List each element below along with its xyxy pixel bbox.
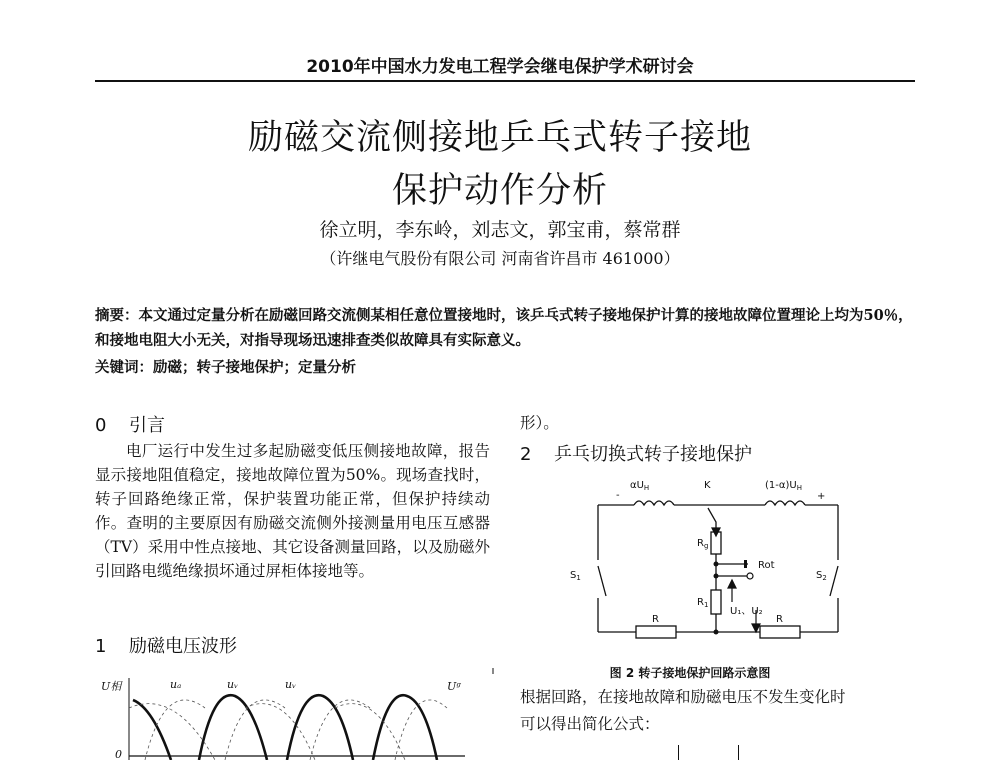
after-figure-line2: 可以得出简化公式： bbox=[520, 715, 660, 733]
affiliation: （许继电气股份有限公司 河南省许昌市 461000） bbox=[320, 249, 680, 268]
formula-bar-right bbox=[738, 745, 739, 760]
journal-header: 2010年中国水力发电工程学会继电保护学术研讨会 bbox=[306, 57, 694, 77]
figure-1-waveform bbox=[95, 668, 495, 760]
section-2-title: 乒乓切换式转子接地保护 bbox=[554, 444, 752, 465]
section-2-heading bbox=[520, 440, 752, 466]
right-continuation-text: 形）。 bbox=[520, 414, 559, 432]
fig2-resistor-right bbox=[760, 626, 800, 638]
fig2-resistor-left bbox=[636, 626, 676, 638]
paper-title-line1: 励磁交流侧接地乒乓式转子接地 bbox=[247, 118, 752, 158]
section-1-title: 励磁电压波形 bbox=[129, 636, 237, 657]
fig2-left-winding bbox=[634, 501, 674, 505]
fig2-node-rot bbox=[714, 562, 719, 567]
fig2-label-plus: + bbox=[817, 491, 826, 502]
fig2-label-au: $\alpha U_H$ bbox=[630, 480, 650, 492]
fig1-phase-label-b: uᵥ bbox=[227, 678, 239, 691]
fig2-label-r1: $R_1$ bbox=[697, 597, 709, 609]
figure-2-circuit bbox=[560, 470, 860, 655]
section-1-heading bbox=[95, 632, 237, 658]
fig1-ylabel: U相 bbox=[101, 680, 122, 693]
fig2-label-u1u2: U₁、U₂ bbox=[730, 606, 763, 617]
fig2-resistor-r1 bbox=[711, 590, 721, 614]
fig2-label-k: K bbox=[704, 480, 711, 491]
fig2-label-1au: $(1-\alpha)U_H$ bbox=[765, 480, 802, 492]
figure-2-caption: 图 2 转子接地保护回路示意图 bbox=[609, 666, 771, 680]
after-figure-line1: 根据回路，在接地故障和励磁电压不发生变化时 bbox=[520, 688, 846, 706]
fig1-phase-label-c: uᵥ bbox=[285, 678, 297, 691]
fig2-ground-mark bbox=[744, 560, 747, 568]
abstract-text: 本文通过定量分析在励磁回路交流侧某相任意位置接地时，该乒乓式转子接地保护计算的接地故障位置理论上均为50％，和接地电阻大小无关，对指导现场迅速排查类似故障具有实际意义。 bbox=[95, 307, 913, 349]
fig2-label-s1: $S_1$ bbox=[570, 570, 581, 582]
fig1-zero-label: 0 bbox=[115, 748, 122, 760]
section-2-number: 2 bbox=[520, 444, 532, 465]
fig2-label-r-left: R bbox=[652, 614, 659, 625]
section-0-title: 引言 bbox=[129, 415, 165, 436]
fig2-terminal bbox=[747, 573, 753, 579]
fig2-label-s2: $S_2$ bbox=[816, 570, 827, 582]
section-1-number: 1 bbox=[95, 636, 107, 657]
authors: 徐立明，李东岭，刘志文，郭宝甫，蔡常群 bbox=[319, 219, 681, 241]
fig2-label-r-right: R bbox=[776, 614, 783, 625]
paper-title-line2: 保护动作分析 bbox=[391, 171, 608, 211]
fig2-label-rg: $R_g$ bbox=[697, 538, 709, 550]
abstract-label: 摘要： bbox=[95, 307, 139, 324]
abstract bbox=[95, 303, 915, 353]
keywords-label: 关键词： bbox=[95, 359, 153, 376]
section-0-paragraph: 电厂运行中发生过多起励磁变低压侧接地故障，报告显示接地阻值稳定，接地故障位置为50%。现场查找时，转子回路绝缘正常，保护装置功能正常，但保护持续动作。查明的主要原因有励磁交流侧外接测量用电压互感器（TV）采用中性点接地、其它设备测量回路，以及励磁外引回路电缆绝缘损坏通过屏柜体接地等。 bbox=[95, 442, 490, 580]
fig2-switch-s2-blade bbox=[830, 566, 838, 596]
fig2-label-rot: Rot bbox=[758, 560, 775, 571]
header-rule bbox=[95, 80, 915, 82]
keywords bbox=[95, 356, 915, 377]
fig2-node-measure bbox=[714, 574, 719, 579]
section-0-number: 0 bbox=[95, 415, 107, 436]
fig2-switch-s1-blade bbox=[598, 566, 606, 596]
formula-bar-left bbox=[678, 745, 679, 760]
section-0-heading bbox=[95, 411, 165, 437]
fig1-right-label: Uᵍ bbox=[447, 680, 461, 693]
fig1-phase-label-a: uₐ bbox=[170, 678, 182, 691]
fig2-right-winding bbox=[765, 501, 805, 505]
fig2-label-minus: - bbox=[616, 490, 620, 501]
fig1-rectified-humps bbox=[133, 695, 437, 760]
fig2-node-bottom bbox=[714, 630, 719, 635]
keywords-text: 励磁；转子接地保护；定量分析 bbox=[153, 359, 356, 376]
